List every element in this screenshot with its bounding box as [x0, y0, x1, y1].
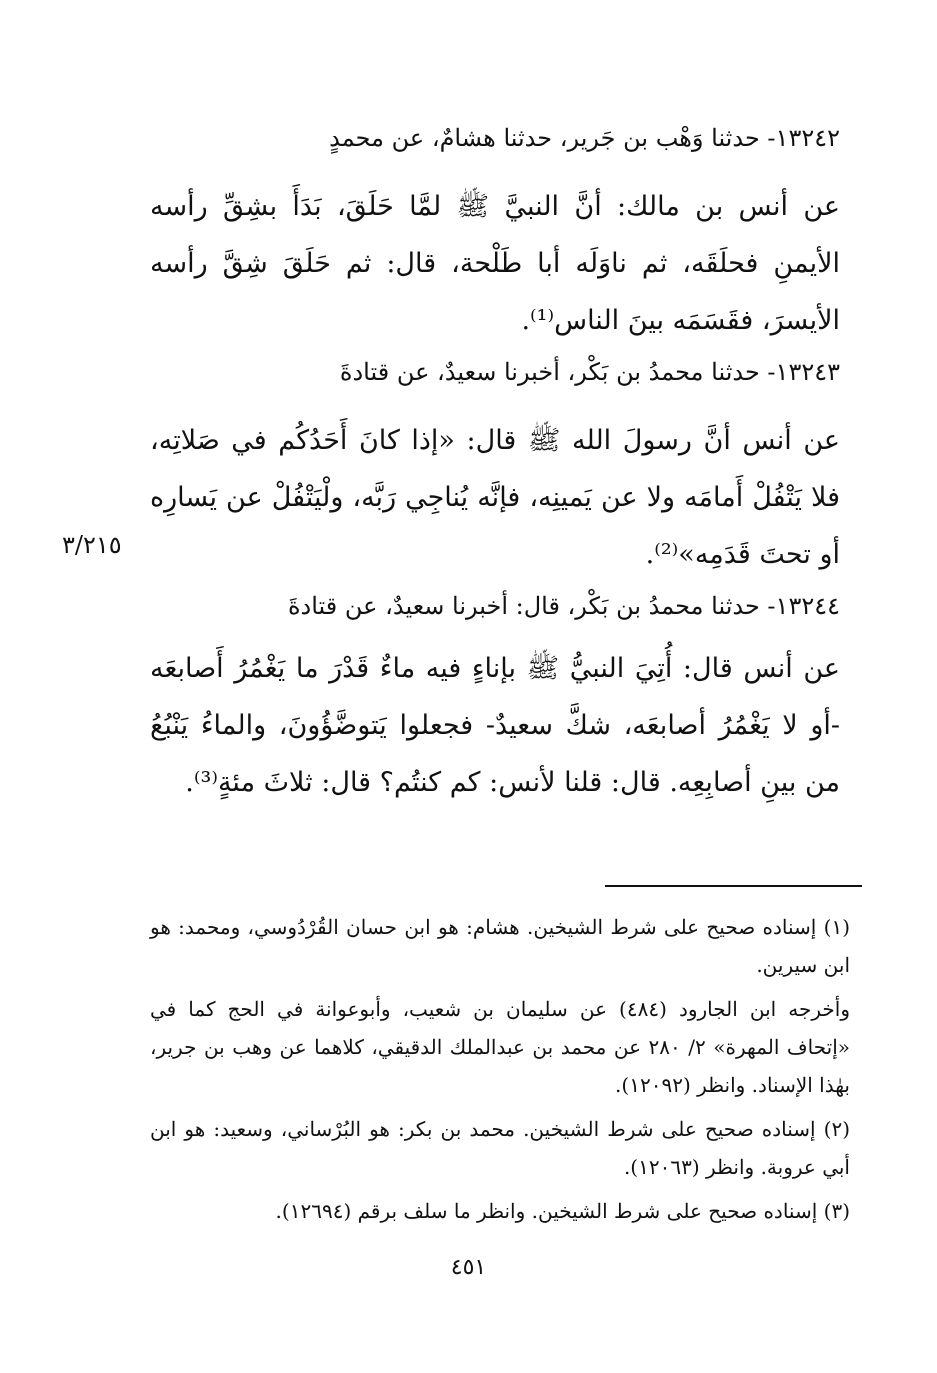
hadith-13244-heading: ١٣٢٤٤- حدثنا محمدُ بن بَكْر، قال: أخبرنا سعيدٌ، عن قتادةَ — [287, 592, 840, 620]
hadith-13242-text: عن أنس بن مالك: أنَّ النبيَّ ﷺ لمَّا حَلَقَ، بَدَأَ بشِقِّ رأسه الأيمنِ فحلَقَه، ثم ناوَلَه أبا طَلْحة، قال: ثم حَلَقَ شِقَّ رأسه الأيسرَ، فقَسَمَه بينَ الناس⁽¹⁾. — [150, 191, 840, 336]
footnote-3: (٣) إسناده صحيح على شرط الشيخين. وانظر ما سلف برقم (١٢٦٩٤). — [275, 1199, 850, 1223]
footnote-separator — [605, 885, 862, 887]
hadith-13242-heading: ١٣٢٤٢- حدثنا وَهْب بن جَرير، حدثنا هشامٌ، عن محمدٍ — [329, 124, 840, 152]
hadith-13243-text: عن أنس أنَّ رسولَ الله ﷺ قال: «إذا كانَ أَحَدُكُم في صَلاتِه، فلا يَتْفُلْ أَمامَه ولا عن يَمينِه، فإنَّه يُناجِي رَبَّه، ولْيَتْفُلْ عن يَسارِه أو تحتَ قَدَمِه»⁽²⁾. — [150, 425, 840, 570]
footnote-1: (١) إسناده صحيح على شرط الشيخين. هشام: هو ابن حسان القُرْدُوسي، ومحمد: هو ابن سيرين. — [150, 915, 850, 977]
hadith-13243-heading: ١٣٢٤٣- حدثنا محمدُ بن بَكْر، أخبرنا سعيدٌ، عن قتادةَ — [339, 358, 840, 386]
margin-volume-page-reference: ٣/٢١٥ — [62, 531, 122, 559]
footnote-1-continuation: وأخرجه ابن الجارود (٤٨٤) عن سليمان بن شعيب، وأبوعوانة في الحج كما في «إتحاف المهرة» ٢/ ٢٨٠ عن محمد بن عبدالملك الدقيقي، كلاهما عن وهب بن جرير، بهٰذا الإسناد. وانظر (١٢٠٩٢). — [150, 997, 850, 1097]
hadith-13244-text: عن أنس قال: أُتِيَ النبيُّ ﷺ بإناءٍ فيه ماءٌ قَدْرَ ما يَغْمُرُ أَصابعَه -أو لا يَغْمُرُ أصابعَه، شكَّ سعيدٌ- فجعلوا يَتوضَّؤُونَ، والماءُ يَنْبُعُ من بينِ أصابِعِه. قال: قلنا لأنس: كم كنتُم؟ قال: ثلاثَ مئةٍ⁽³⁾. — [150, 653, 840, 798]
footnotes — [150, 908, 850, 1236]
page-number: ٤٥١ — [450, 1255, 487, 1280]
footnote-2: (٢) إسناده صحيح على شرط الشيخين. محمد بن بكر: هو البُرْساني، وسعيد: هو ابن أبي عروبة. وانظر (١٢٠٦٣). — [150, 1117, 850, 1179]
